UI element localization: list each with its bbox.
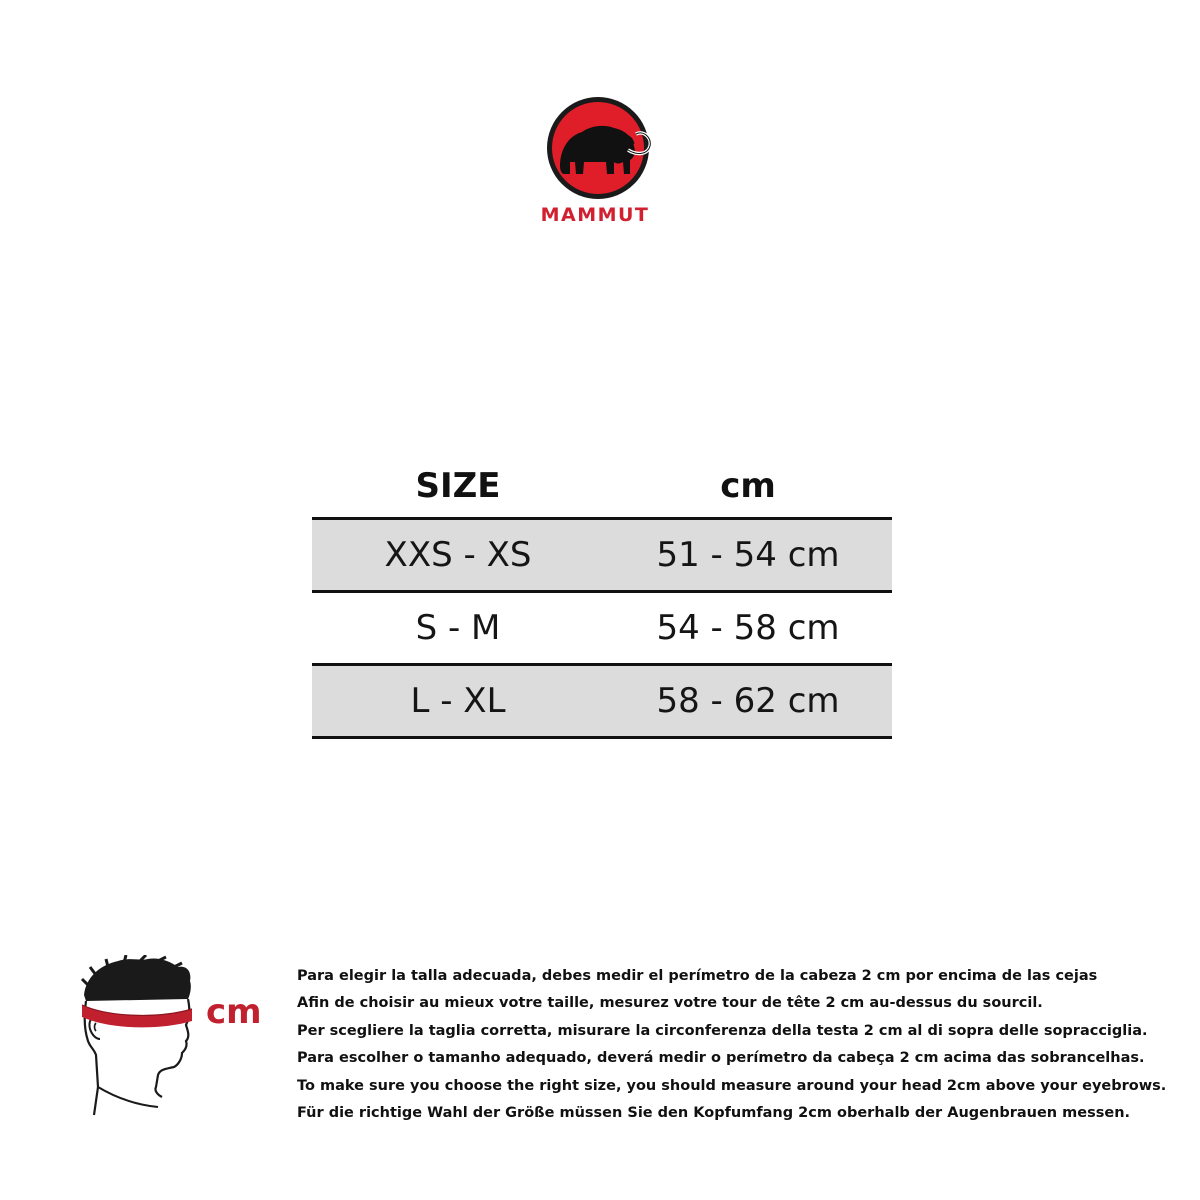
table-row	[312, 593, 892, 666]
header-size: SIZE	[415, 466, 501, 506]
header-cm: cm	[720, 466, 776, 506]
instruction-fr: Afin de choisir au mieux votre taille, mesurez votre tour de tête 2 cm au-dessus du sourcil.	[297, 995, 1043, 1012]
cm-cell: 54 - 58 cm	[656, 608, 840, 648]
instruction-de: Für die richtige Wahl der Größe müssen Sie den Kopfumfang 2cm oberhalb der Augenbrauen messen.	[297, 1105, 1131, 1122]
head-measurement-icon	[78, 955, 278, 1125]
instruction-it: Per scegliere la taglia corretta, misurare la circonferenza della testa 2 cm al di sopra delle sopracciglia.	[297, 1022, 1148, 1039]
table-row	[312, 520, 892, 593]
cm-cell: 58 - 62 cm	[656, 681, 840, 721]
table-row	[312, 666, 892, 739]
size-cell: XXS - XS	[384, 535, 532, 575]
instruction-pt: Para escolher o tamanho adequado, deverá medir o perímetro da cabeça 2 cm acima das sobrancelhas.	[297, 1050, 1145, 1067]
brand-logo	[520, 90, 680, 230]
cm-cell: 51 - 54 cm	[656, 535, 840, 575]
size-cell: S - M	[415, 608, 501, 648]
size-cell: L - XL	[410, 681, 506, 721]
unit-label: cm	[206, 992, 262, 1032]
brand-name: MAMMUT	[540, 204, 650, 226]
instruction-es: Para elegir la talla adecuada, debes medir el perímetro de la cabeza 2 cm por encima de las cejas	[297, 968, 1098, 984]
measurement-instructions	[297, 963, 1177, 1127]
instruction-en: To make sure you choose the right size, you should measure around your head 2cm above your eyebrows.	[297, 1077, 1167, 1094]
mammoth-logo-icon	[520, 90, 670, 200]
size-chart-table	[312, 455, 892, 739]
table-header	[312, 455, 892, 520]
